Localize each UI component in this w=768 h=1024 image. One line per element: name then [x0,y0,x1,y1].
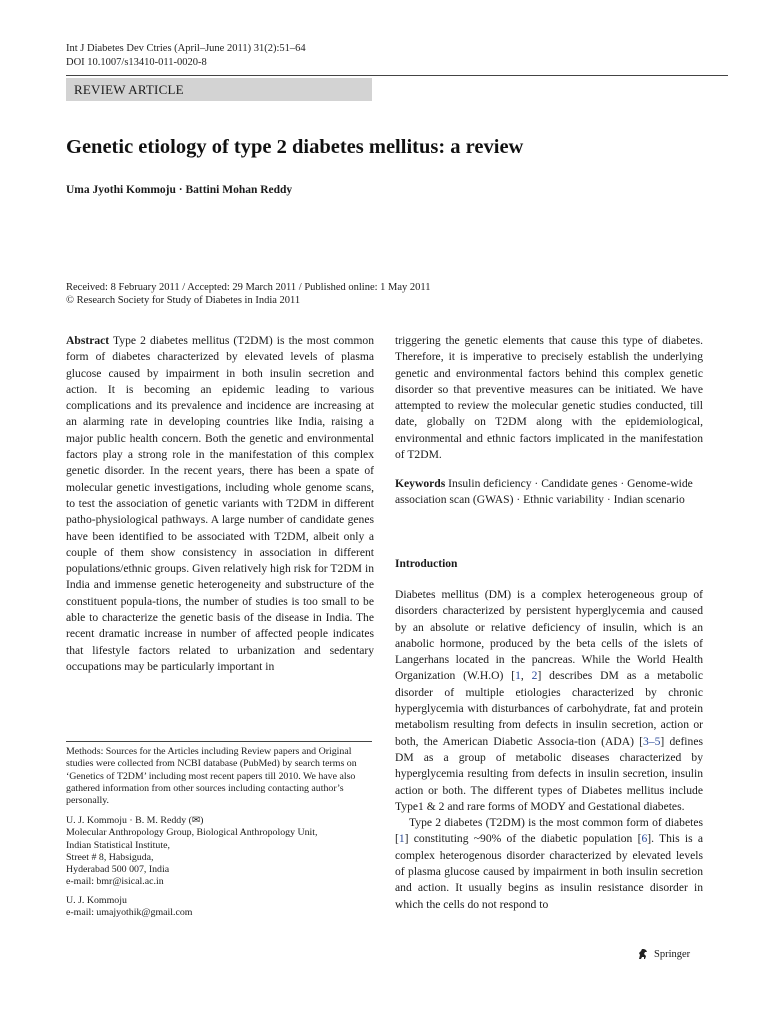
article-type-badge: REVIEW ARTICLE [66,78,372,101]
abstract-text: Type 2 diabetes mellitus (T2DM) is the most common form of diabetes characterized by elevated levels of plasma glucose caused by impairment in both insulin secretion and action. It is becoming an epidemic leading to various complications and its prevalence and incidence are increasing at an alarming rate in developing countries like India, raising a major public health concern. Both the genetic and environmental factors play a strong role in the manifestation of this complex genetic disorder. In the recent years, there has been a spate of molecular genetic investigations, including whole genome scans, to test the association of genetic variants with T2DM in different patho-physiological pathways. A large number of candidate genes have been identified to be associated with T2DM, albeit only a couple of them show consistency in association in different populations/ethnic groups. Given relatively high risk for T2DM in India and immense genetic heterogeneity and substructure of the constituent popula-tions, the number of studies is too small to be able to characterize the genetic basis of the disease in India. The recent dramatic increase in number of affected people indicates that lifestyle factors related to urbanization and sedentary occupations may be particularly important in [66,334,374,673]
affiliation-line: Molecular Anthropology Group, Biological Anthropology Unit, [66,827,318,839]
methods-note: Methods: Sources for the Articles including Review papers and Original studies were collected from NCBI database (PubMed) by search terms on ‘Genetics of T2DM’ including most recent papers till 2010. We have also gathered information from other sources including contacting author’s personally. [66,746,357,807]
publication-dates [66,281,431,307]
affiliation-authors: U. J. Kommoju · B. M. Reddy (✉) [66,815,204,826]
abstract-label: Abstract [66,334,110,347]
section-heading-introduction: Introduction [395,558,458,570]
citation-link[interactable]: 6 [641,832,648,846]
doi: DOI 10.1007/s13410-011-0020-8 [66,57,207,68]
springer-horse-icon [636,947,650,961]
introduction-paragraph: Diabetes mellitus (DM) is a complex heterogeneous group of disorders characterized by persistent hyperglycemia and caused by an absolute or relative deficiency of insulin, which is an anabolic hormone, produced by the beta cells of the islets of Langerhans located in the pancreas. While the World Health Organization (W.H.O) [1, 2] describes DM as a metabolic disorder of multiple etiologies characterized by chronic hyperglycemia with disturbances of carbohydrate, fat and protein metabolism resulting from defects in insulin secretion, action or both, the American Diabetic Associa-tion (ADA) [3–5] defines DM as a group of metabolic diseases characterized by hyperglycemia resulting from defects in insulin secretion, insulin action or both. The different types of Diabetes mellitus include Type1 & 2 and rare forms of MODY and Gestational diabetes. [395,588,703,813]
journal-citation: Int J Diabetes Dev Ctries (April–June 2011) 31(2):51–64 [66,43,306,54]
introduction-paragraph: Type 2 diabetes (T2DM) is the most common form of diabetes [1] constituting ~90% of the diabetic population [6]. This is a complex heterogenous disorder characterized by elevated levels of plasma glucose caused by impairment in both insulin secretion and action. It usually begins as insulin resistance disorder in which the cells do not respond to [395,816,703,911]
email-link[interactable]: e-mail: umajyothik@gmail.com [66,907,193,919]
affiliation-authors: U. J. Kommoju [66,894,127,906]
citation-link[interactable]: 1 [515,669,521,683]
paper-title: Genetic etiology of type 2 diabetes mellitus: a review [66,136,524,158]
abstract-continuation: triggering the genetic elements that cause this type of diabetes. Therefore, it is imperative to precisely establish the underlying genetic and environmental factors behind this complex genetic disorder so that preventive measures can be initiated. We have attempted to review the molecular genetic studies conducted, till date, globally on T2DM along with the epidemiological, environmental and ethnic factors implicated in the manifestation of T2DM. [395,334,703,462]
keywords [395,476,703,509]
email-link[interactable]: e-mail: bmr@isical.ac.in [66,876,164,888]
introduction-body [395,587,703,913]
citation-link[interactable]: 3–5 [643,734,661,748]
author-list: Uma Jyothi Kommoju · Battini Mohan Reddy [66,184,293,196]
author-affiliation [66,815,376,919]
copyright-line: © Research Society for Study of Diabetes in India 2011 [66,295,301,306]
publisher-logo [636,947,690,961]
affiliation-line: Indian Statistical Institute, [66,839,170,851]
keywords-text: Insulin deficiency · Candidate genes · Genome-wide association scan (GWAS) · Ethnic variability · Indian scenario [395,477,693,507]
keywords-label: Keywords [395,477,446,490]
header-rule [66,75,728,76]
publisher-name: Springer [654,948,691,960]
citation-link[interactable]: 1 [398,832,405,846]
citation-link[interactable]: 2 [531,669,538,683]
affiliation-line: Street # 8, Habsiguda, [66,851,154,863]
received-line: Received: 8 February 2011 / Accepted: 29 March 2011 / Published online: 1 May 2011 [66,282,431,293]
footnote-rule [66,741,372,742]
affiliation-line: Hyderabad 500 007, India [66,864,170,876]
abstract [66,333,374,675]
